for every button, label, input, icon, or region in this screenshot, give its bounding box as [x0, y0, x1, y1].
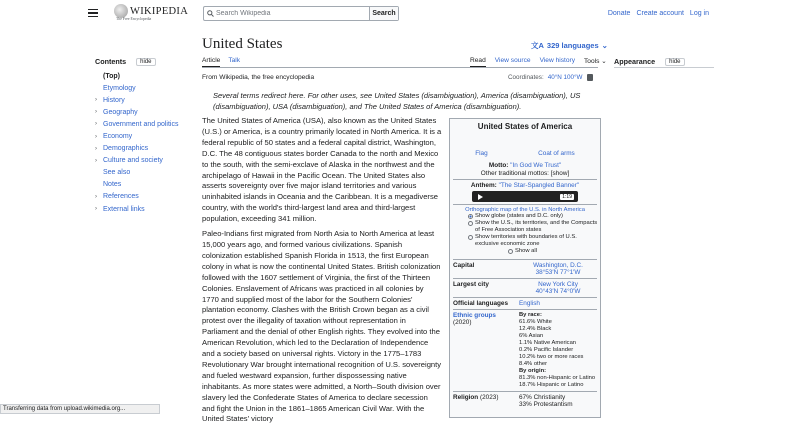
- toc-item[interactable]: Government and politics: [103, 120, 179, 128]
- ethnic-item: 8.4% other: [519, 361, 548, 367]
- chevron-down-icon: ⌄: [601, 41, 608, 50]
- motto-label: Motto:: [488, 162, 509, 169]
- ethnic-item: 61.6% White: [519, 319, 552, 325]
- map-option-label: Show all: [515, 248, 537, 254]
- status-bar: Transferring data from upload.wikimedia.org...: [0, 404, 160, 414]
- chevron-right-icon[interactable]: ›: [95, 145, 97, 152]
- toc-item[interactable]: Demographics: [103, 145, 149, 153]
- language-button[interactable]: [531, 40, 608, 51]
- capital-coords[interactable]: 38°53′N 77°1′W: [535, 269, 581, 276]
- tab-divider: [202, 67, 598, 68]
- play-icon[interactable]: [478, 194, 483, 200]
- login-link[interactable]: Log in: [689, 10, 709, 17]
- flag-link[interactable]: Flag: [475, 150, 488, 157]
- religion-year: (2023): [480, 394, 499, 401]
- language-icon: 文A: [531, 41, 544, 50]
- radio-icon[interactable]: [468, 235, 473, 240]
- chevron-right-icon[interactable]: ›: [95, 109, 97, 116]
- ethnic-year: (2020): [453, 319, 472, 326]
- search-icon: [204, 7, 216, 20]
- ethnic-item: 6% Asian: [519, 333, 544, 339]
- tagline: The Free Encyclopedia: [116, 17, 152, 21]
- largest-city-coords[interactable]: 40°43′N 74°0′W: [535, 288, 581, 295]
- toc-title: Contents: [95, 57, 127, 66]
- capital-label: Capital: [453, 262, 475, 269]
- search-input[interactable]: [216, 7, 369, 20]
- toc-item[interactable]: (Top): [103, 72, 120, 80]
- table-of-contents: [95, 57, 185, 215]
- chevron-right-icon[interactable]: ›: [95, 157, 97, 164]
- wordmark: WIKIPEDIA: [130, 5, 189, 17]
- by-race-label: By race:: [519, 312, 542, 318]
- coords-label: Coordinates:: [508, 74, 544, 81]
- tab-talk[interactable]: Talk: [228, 57, 241, 64]
- largest-city-label: Largest city: [453, 281, 489, 288]
- ethnic-item: 1.1% Native American: [519, 340, 577, 346]
- by-origin-label: By origin:: [519, 368, 547, 374]
- lead-paragraph: The United States of America (USA), also known as the United States (U.S.) or America, is a country primarily located in North America. It is a federal republic of 50 states and a federal capital district, Washington, D.C. The 48 contiguous states border Canada to the north and Mexico to the south, with the semi-exclave of Alaska in the northwest and the archipelago of Hawaii in the Pacific Ocean. The United States also asserts sovereignty over five major island territories and various uninhabited islands in Oceania and the Caribbean. It is a megadiverse country, with the world's third-largest land area and third-largest population, exceeding 341 million.: [202, 116, 442, 224]
- religion-item: 67% Christianity: [519, 394, 566, 401]
- radio-icon[interactable]: [468, 214, 473, 219]
- ethnic-groups-link[interactable]: Ethnic groups: [453, 312, 496, 319]
- motto-link[interactable]: "In God We Trust": [510, 162, 562, 169]
- infobox: [449, 118, 601, 418]
- page-title: United States: [202, 36, 283, 52]
- map-icon[interactable]: [587, 74, 593, 81]
- religion-item: 33% Protestantism: [519, 401, 573, 408]
- ethnic-item: 0.2% Pacific Islander: [519, 347, 574, 353]
- other-motto: Other traditional mottos:: [480, 170, 549, 177]
- article-body: [202, 116, 442, 429]
- create-account-link[interactable]: Create account: [636, 10, 684, 17]
- tools-label: Tools: [584, 58, 600, 65]
- origin-item: 18.7% Hispanic or Latino: [519, 382, 584, 388]
- capital-link[interactable]: Washington, D.C.: [533, 262, 583, 269]
- toc-hide-button[interactable]: hide: [136, 58, 155, 66]
- anthem-link[interactable]: "The Star-Spangled Banner": [498, 182, 580, 189]
- ethnic-item: 10.2% two or more races: [519, 354, 584, 360]
- globe-icon: [114, 4, 128, 18]
- toc-item[interactable]: Notes: [103, 181, 122, 189]
- chevron-right-icon[interactable]: ›: [95, 193, 97, 200]
- coat-of-arms-link[interactable]: Coat of arms: [538, 150, 575, 157]
- from-line: From Wikipedia, the free encyclopedia: [202, 74, 315, 81]
- audio-player[interactable]: [472, 191, 578, 202]
- audio-duration: 1:19: [562, 193, 572, 200]
- map-option-label: Show territories with boundaries of U.S. exclusive economic zone: [475, 234, 577, 247]
- toc-item[interactable]: Geography: [103, 108, 138, 116]
- chevron-right-icon[interactable]: ›: [95, 133, 97, 140]
- chevron-right-icon[interactable]: ›: [95, 97, 97, 104]
- chevron-down-icon: ⌄: [601, 58, 607, 65]
- hatnote: Several terms redirect here. For other uses, see United States (disambiguation), America (disambiguation), US (disambiguation), USA (disambiguation), and The United States of America (disambiguation).: [213, 91, 581, 111]
- radio-icon[interactable]: [468, 221, 473, 226]
- chevron-right-icon[interactable]: ›: [95, 206, 97, 213]
- coords-link[interactable]: 40°N 100°W: [547, 74, 583, 81]
- map-option[interactable]: [450, 213, 600, 220]
- origin-item: 81.3% non-Hispanic or Latino: [519, 375, 596, 381]
- appearance-hide-button[interactable]: hide: [665, 58, 684, 66]
- official-language-link[interactable]: English: [519, 300, 540, 307]
- radio-icon[interactable]: [508, 249, 513, 254]
- toc-item[interactable]: Economy: [103, 133, 133, 141]
- anthem-label: Anthem:: [470, 182, 497, 189]
- toc-item[interactable]: External links: [103, 205, 145, 213]
- show-toggle[interactable]: [show]: [550, 170, 570, 177]
- tab-tools[interactable]: [584, 57, 607, 67]
- tab-article[interactable]: Article: [202, 57, 220, 67]
- toc-item[interactable]: References: [103, 193, 139, 201]
- donate-link[interactable]: Donate: [607, 10, 631, 17]
- official-languages-label: Official languages: [453, 300, 509, 307]
- largest-city-link[interactable]: New York City: [538, 281, 578, 288]
- map-option[interactable]: [450, 234, 600, 248]
- appearance-title: Appearance: [614, 57, 656, 66]
- tab-view-history[interactable]: View history: [539, 57, 575, 64]
- chevron-right-icon[interactable]: ›: [95, 121, 97, 128]
- infobox-title: United States of America: [477, 122, 573, 131]
- tab-view-source[interactable]: View source: [494, 57, 531, 64]
- appearance-divider: [614, 67, 714, 68]
- search-button[interactable]: Search: [369, 7, 398, 20]
- map-option[interactable]: [450, 248, 600, 255]
- search-box: [203, 6, 399, 21]
- ethnic-item: 12.4% Black: [519, 326, 552, 332]
- main-menu-button[interactable]: [88, 9, 98, 17]
- religion-label: Religion: [453, 394, 479, 401]
- toc-item[interactable]: Etymology: [103, 84, 136, 92]
- map-option-label: Show the U.S., its territories, and the Compacts of Free Association states: [475, 220, 598, 233]
- history-paragraph: Paleo-Indians first migrated from North Asia to North America at least 15,000 years ago, and formed various civilizations. Spanish colonization established Spanish Florida in 1513, the first European colony in what is now the continental United States. British colonization followed with the 1607 settlement of Virginia, the first of the Thirteen Colonies. Enslavement of Africans was practiced in all colonies by 1770 and supplied most of the labor for the Southern Colonies' plantation economy. Clashes with the British Crown began as a civil protest over the illegality of taxation without representation in Parliament and the denial of other English rights. They evolved into the American Revolution, which led to the Declaration of Independence and a society based on universal rights. Victory in the 1775–1783 Revolutionary War brought international recognition of U.S. sovereignty and fueled westward expansion, further dispossessing native inhabitants. As more states were admitted, a North–South division over slavery led the Confederate States of America to declare secession and fight the Union in the 1861–1865 American Civil War. With the United States' victory: [202, 229, 442, 424]
- toc-item[interactable]: Culture and society: [103, 157, 163, 165]
- language-count: 329 languages: [546, 41, 599, 50]
- tab-read[interactable]: Read: [470, 57, 486, 67]
- map-option-label: Show globe (states and D.C. only): [475, 213, 563, 219]
- toc-item[interactable]: History: [103, 96, 125, 104]
- map-option[interactable]: [450, 220, 600, 234]
- wikipedia-logo[interactable]: [114, 4, 189, 21]
- toc-item[interactable]: See also: [103, 169, 131, 177]
- map-caption: Orthographic map of the U.S. in North America: [465, 207, 585, 213]
